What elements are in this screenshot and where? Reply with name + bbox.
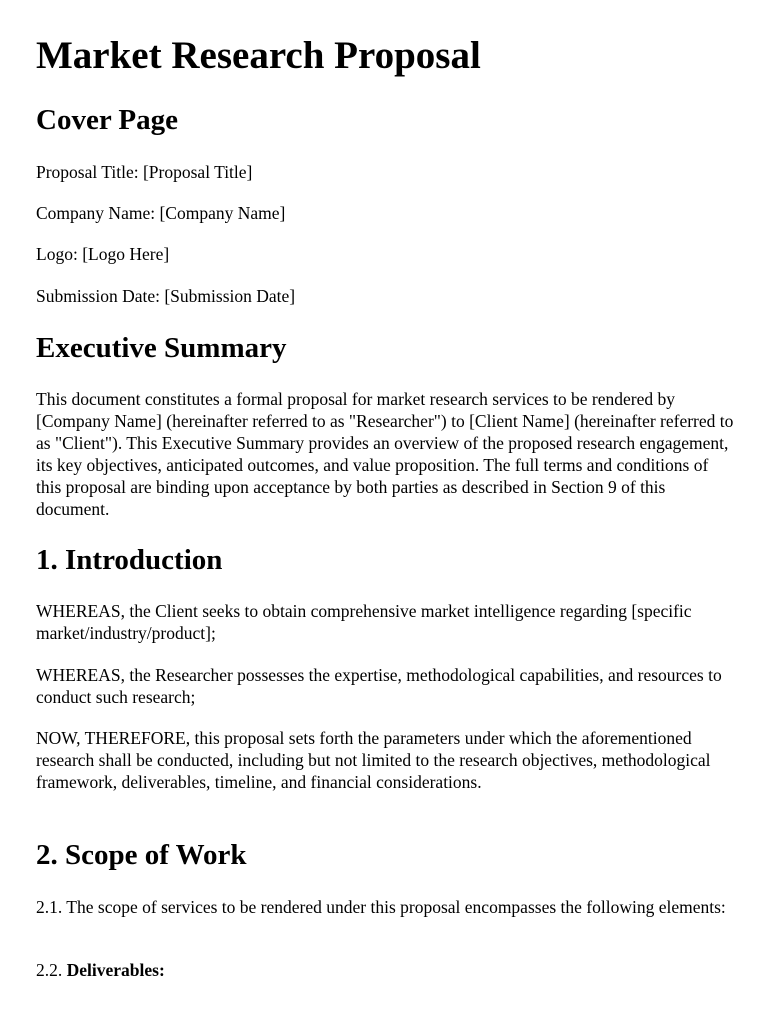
field-label: Submission Date: <box>36 286 160 306</box>
section-number: 2.2. <box>36 960 63 980</box>
field-value: [Company Name] <box>159 203 286 223</box>
field-value: [Logo Here] <box>82 244 170 264</box>
deliverables-label: Deliverables: <box>66 960 165 980</box>
cover-page-heading: Cover Page <box>36 104 178 136</box>
introduction-paragraph-2: WHEREAS, the Researcher possesses the expertise, methodological capabilities, and resources to conduct such research; <box>36 665 722 707</box>
introduction-paragraph-1: WHEREAS, the Client seeks to obtain comprehensive market intelligence regarding [specific market/industry/product]; <box>36 601 692 643</box>
scope-paragraph-2-2 <box>36 959 736 981</box>
field-label: Logo: <box>36 244 78 264</box>
introduction-heading: 1. Introduction <box>36 544 223 576</box>
document-title: Market Research Proposal <box>36 34 481 77</box>
field-value: [Proposal Title] <box>142 162 253 182</box>
introduction-paragraph-3: NOW, THEREFORE, this proposal sets forth the parameters under which the aforementioned research shall be conducted, including but not limited to the research objectives, methodological framework, deliverables, timeline, and financial considerations. <box>36 728 711 792</box>
cover-field-company-name <box>36 202 736 224</box>
field-label: Proposal Title: <box>36 162 139 182</box>
cover-field-logo <box>36 243 736 265</box>
field-value: [Submission Date] <box>164 286 296 306</box>
cover-field-submission-date <box>36 285 736 307</box>
executive-summary-heading: Executive Summary <box>36 332 287 364</box>
scope-of-work-heading: 2. Scope of Work <box>36 839 247 871</box>
field-label: Company Name: <box>36 203 156 223</box>
executive-summary-body: This document constitutes a formal proposal for market research services to be rendered by [Company Name] (hereinafter referred to as "Researcher") to [Client Name] (hereinafter referred to as "Client"). This Executive Summary provides an overview of the proposed research engagement, its key objectives, anticipated outcomes, and value proposition. The full terms and conditions of this proposal are binding upon acceptance by both parties as described in Section 9 of this document. <box>36 389 734 519</box>
scope-paragraph-2-1: 2.1. The scope of services to be rendered under this proposal encompasses the following elements: <box>36 897 726 917</box>
cover-field-proposal-title <box>36 161 736 183</box>
